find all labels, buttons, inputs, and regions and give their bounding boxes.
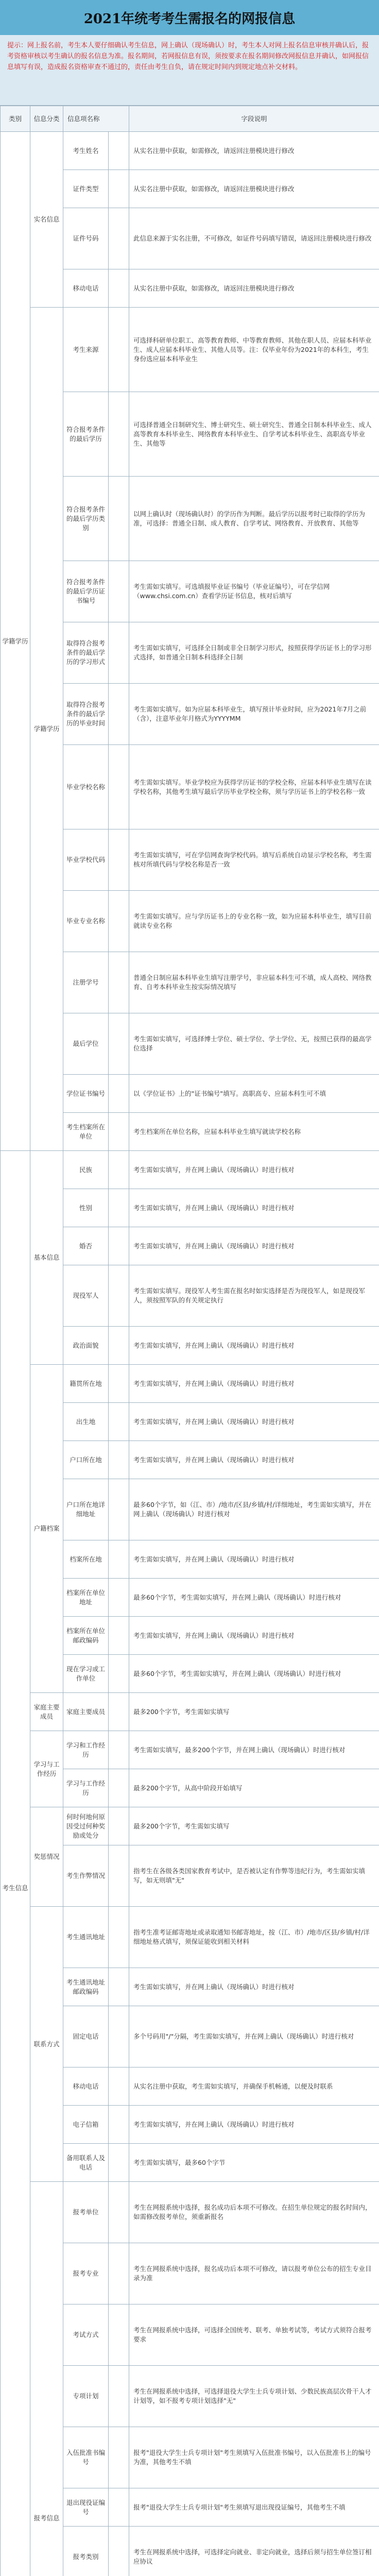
blank-cell: [109, 561, 129, 622]
blank-cell: [109, 1013, 129, 1075]
item-name-cell: 档案所在单位地址: [63, 1579, 109, 1617]
blank-cell: [109, 1769, 129, 1807]
item-name-cell: 毕业学校代码: [63, 829, 109, 891]
item-name-cell: 符合报考条件的最后学历证书编号: [63, 561, 109, 622]
blank-cell: [109, 2144, 129, 2182]
item-name-cell: 注册学号: [63, 952, 109, 1013]
item-name-cell: 考生通讯地址邮政编码: [63, 1968, 109, 2006]
table-body: [1, 132, 379, 2576]
description-cell: 考生需如实填写。毕业学校应为获得学历证书的学校全称，应届本科毕业生填写在读学校名称，其他考生填写最后学历毕业学校全称，须与学历证书上的学校名称一致: [129, 745, 379, 829]
blank-cell: [109, 2182, 129, 2243]
blank-cell: [109, 2067, 129, 2106]
blank-cell: [109, 1617, 129, 1655]
description-cell: 最多200个字节，考生需如实填写: [129, 1693, 379, 1731]
blank-cell: [109, 1579, 129, 1617]
description-cell: 指考生准考证邮寄地址或录取通知书邮寄地址，按（江、市）/地市/区县/乡镇/村/详细地址格式填写，须保证能收到相关材料: [129, 1907, 379, 1968]
blank-cell: [109, 1845, 129, 1907]
item-name-cell: 现役军人: [63, 1265, 109, 1327]
item-name-cell: 学位证书编号: [63, 1075, 109, 1113]
table-row: [1, 1731, 379, 1769]
item-name-cell: 毕业专业名称: [63, 891, 109, 952]
description-cell: 考生需如实填写，并在网上确认（现场确认）时进行核对: [129, 1365, 379, 1403]
description-cell: 考生需如实填写，并在网上确认（现场确认）时进行核对: [129, 1227, 379, 1265]
subcategory-cell: 学籍学历: [30, 308, 63, 1151]
description-cell: 考生档案所在单位名称，应届本科毕业生填写就读学校名称: [129, 1113, 379, 1151]
table-header-row: [1, 106, 379, 132]
blank-cell: [109, 1403, 129, 1441]
description-cell: 考生需如实填写。现役军人考生需在报名时如实选择是否为现役军人，如是现役军人，须按照军队的有关规定执行: [129, 1265, 379, 1327]
blank-cell: [109, 132, 129, 170]
page-title: 2021年统考考生需报名的网报信息: [0, 0, 379, 35]
description-cell: 考生在网报系统中选择，可选择定向就业、非定向就业，选择后须与招生单位签订相应协议: [129, 2527, 379, 2576]
description-cell: 考生需如实填写，可在学信网查询学校代码。填写后系统自动显示学校名称，考生需核对所填代码与学校名称是否一致: [129, 829, 379, 891]
table-row: [1, 1907, 379, 1968]
subcategory-cell: 奖惩情况: [30, 1807, 63, 1907]
blank-cell: [109, 1327, 129, 1365]
item-name-cell: 档案所在地: [63, 1540, 109, 1579]
item-name-cell: 报考专业: [63, 2243, 109, 2304]
subcategory-cell: 报考信息: [30, 2182, 63, 2576]
header-item-name: 信息项名称: [63, 106, 129, 132]
item-name-cell: 专项计划: [63, 2366, 109, 2427]
description-cell: 考生在网报系统中选择，可选择全国统考、联考、单独考试等，考试方式须符合报考要求: [129, 2304, 379, 2366]
description-cell: 最多60个字节，考生需如实填写，并在网上确认（现场确认）时进行核对: [129, 1655, 379, 1693]
item-name-cell: 学习和工作经历: [63, 1731, 109, 1769]
description-cell: 以《学位证书》上的"证书编号"填写。高职高专、应届本科生可不填: [129, 1075, 379, 1113]
description-cell: 考生在网报系统中选择，报名成功后本项不可修改。在招生单位规定的报名时间内，如需修改报考单位，须重新报名: [129, 2182, 379, 2243]
blank-cell: [109, 1731, 129, 1769]
description-cell: 考生需如实填写，并在网上确认（现场确认）时进行核对: [129, 1151, 379, 1189]
description-cell: 报考"退役大学生士兵专项计划"考生须填写退出现役证编号，其他考生不填: [129, 2488, 379, 2527]
blank-cell: [109, 1655, 129, 1693]
item-name-cell: 考试方式: [63, 2304, 109, 2366]
description-cell: 多个号码用"/"分隔，考生需如实填写，并在网上确认（现场确认）时进行核对: [129, 2006, 379, 2067]
description-cell: 考生需如实填写，并在网上确认（现场确认）时进行核对: [129, 1403, 379, 1441]
subcategory-cell: 基本信息: [30, 1151, 63, 1365]
item-name-cell: 符合报考条件的最后学历类别: [63, 477, 109, 561]
subcategory-cell: 户籍档案: [30, 1365, 63, 1693]
blank-cell: [109, 684, 129, 745]
blank-cell: [109, 2106, 129, 2144]
subcategory-cell: 实名信息: [30, 132, 63, 308]
description-cell: 考生需如实填写，并在网上确认（现场确认）时进行核对: [129, 1617, 379, 1655]
table-row: [1, 1807, 379, 1845]
description-cell: 考生需如实填写，并在网上确认（现场确认）时进行核对: [129, 1189, 379, 1227]
notice-text: 提示：网上报名前，考生本人要仔细确认考生信息，网上确认（现场确认）时，考生本人对网上报名信息审核并确认后，报考资格审核以考生确认的报名信息为准。报名期间，若网报信息有误，须按要求在报名期间修改网报信息并确认，如网报信息填写有误，造成报名资格审查不通过的，责任由考生自负，请在规定时间内到规定地点补交材料。: [0, 35, 379, 106]
description-cell: 考生需如实填写，并在网上确认（现场确认）时进行核对: [129, 1540, 379, 1579]
description-cell: 可选择普通全日制研究生、博士研究生、硕士研究生、普通全日制本科毕业生、成人高等教育本科毕业生、网络教育本科毕业生、自学考试本科毕业生、高职高专毕业生、其他等: [129, 392, 379, 477]
description-cell: 考生需如实填写，最多200个字节，并在网上确认（现场确认）时进行核对: [129, 1731, 379, 1769]
item-name-cell: 毕业学校名称: [63, 745, 109, 829]
blank-cell: [109, 622, 129, 684]
table-row: [1, 1151, 379, 1189]
blank-cell: [109, 745, 129, 829]
blank-cell: [109, 2243, 129, 2304]
blank-cell: [109, 2488, 129, 2527]
item-name-cell: 取得符合报考条件的最后学历的毕业时间: [63, 684, 109, 745]
item-name-cell: 移动电话: [63, 269, 109, 308]
description-cell: 考生在网报系统中选择，可选择退役大学生士兵专项计划、少数民族高层次骨干人才计划等，如不报考专项计划选择"无": [129, 2366, 379, 2427]
item-name-cell: 考生来源: [63, 308, 109, 392]
item-name-cell: 考生档案所在单位: [63, 1113, 109, 1151]
blank-cell: [109, 1907, 129, 1968]
item-name-cell: 备用联系人及电话: [63, 2144, 109, 2182]
blank-cell: [109, 829, 129, 891]
blank-cell: [109, 1365, 129, 1403]
item-name-cell: 最后学位: [63, 1013, 109, 1075]
description-cell: 最多200个字节，考生需如实填写: [129, 1807, 379, 1845]
blank-cell: [109, 1075, 129, 1113]
description-cell: 以网上确认时（现场确认时）的学历作为判断。最后学历以报考时已取得的学历为准，可选择：普通全日制、成人教育、自学考试、网络教育、开放教育、其他等: [129, 477, 379, 561]
description-cell: 指考生在各级各类国家教育考试中，是否被认定有作弊等违纪行为，考生需如实填写，如无则填"无": [129, 1845, 379, 1907]
description-cell: 从实名注册中获取，如需修改，请返回注册模块进行修改: [129, 269, 379, 308]
blank-cell: [109, 1693, 129, 1731]
description-cell: 此信息来源于实名注册，不可修改，如证件号码填写错误，请返回注册模块进行修改: [129, 208, 379, 269]
info-table: [0, 106, 379, 2576]
blank-cell: [109, 2366, 129, 2427]
item-name-cell: 报考单位: [63, 2182, 109, 2243]
category-cell: 学籍学历: [1, 132, 30, 1151]
description-cell: 考生需如实填写，并在网上确认（现场确认）时进行核对: [129, 1968, 379, 2006]
description-cell: 考生需如实填写，可选择全日制或非全日制学习形式，按照获得学历证书上的学习形式选择，如普通全日制本科选择全日制: [129, 622, 379, 684]
blank-cell: [109, 392, 129, 477]
blank-cell: [109, 1540, 129, 1579]
category-cell: 考生信息: [1, 1151, 30, 2576]
blank-cell: [109, 208, 129, 269]
item-name-cell: 考生姓名: [63, 132, 109, 170]
header-category: 类别: [1, 106, 30, 132]
item-name-cell: 现在学习或工作单位: [63, 1655, 109, 1693]
item-name-cell: 民族: [63, 1151, 109, 1189]
item-name-cell: 考生通讯地址: [63, 1907, 109, 1968]
item-name-cell: 政治面貌: [63, 1327, 109, 1365]
blank-cell: [109, 952, 129, 1013]
blank-cell: [109, 1227, 129, 1265]
description-cell: 最多200个字节，从高中阶段开始填写: [129, 1769, 379, 1807]
blank-cell: [109, 2304, 129, 2366]
blank-cell: [109, 1265, 129, 1327]
item-name-cell: 学习与工作经历: [63, 1769, 109, 1807]
item-name-cell: 出生地: [63, 1403, 109, 1441]
blank-cell: [109, 1113, 129, 1151]
item-name-cell: 性别: [63, 1189, 109, 1227]
table-row: [1, 132, 379, 170]
item-name-cell: 证件类型: [63, 170, 109, 208]
item-name-cell: 档案所在单位邮政编码: [63, 1617, 109, 1655]
description-cell: 考生需如实填写，并在网上确认（现场确认）时进行核对: [129, 2106, 379, 2144]
blank-cell: [109, 308, 129, 392]
blank-cell: [109, 1807, 129, 1845]
description-cell: 从实名注册中获取，如需修改，请返回注册模块进行修改: [129, 170, 379, 208]
header-subcategory: 信息分类: [30, 106, 63, 132]
item-name-cell: 退出现役证编号: [63, 2488, 109, 2527]
description-cell: 考生需如实填写，并在网上确认（现场确认）时进行核对: [129, 1327, 379, 1365]
blank-cell: [109, 1968, 129, 2006]
description-cell: 考生需如实填写，最多60个字节: [129, 2144, 379, 2182]
header-description: 字段说明: [129, 106, 379, 132]
subcategory-cell: 家庭主要成员: [30, 1693, 63, 1731]
description-cell: 考生需如实填写。如为应届本科毕业生，填写预计毕业时间，应为2021年7月之前（含），注意毕业年月格式为YYYYMM: [129, 684, 379, 745]
item-name-cell: 入伍批准书编号: [63, 2427, 109, 2488]
subcategory-cell: 学习与工作经历: [30, 1731, 63, 1807]
description-cell: 可选择科研单位职工、高等教育教师、中等教育教师、其他在职人员、应届本科毕业生、成人应届本科毕业生、其他人员等。注：仅毕业年份为2021年的本科生，考生身份选应届本科毕业生: [129, 308, 379, 392]
description-cell: 考生需如实填写。可选填报毕业证书编号（毕业证编号），可在学信网（www.chsi.com.cn）查看学历证书信息，核对后填写: [129, 561, 379, 622]
description-cell: 从实名注册中获取，如需修改，请返回注册模块进行修改: [129, 132, 379, 170]
blank-cell: [109, 2427, 129, 2488]
item-name-cell: 符合报考条件的最后学历: [63, 392, 109, 477]
subcategory-cell: 联系方式: [30, 1907, 63, 2182]
blank-cell: [109, 2006, 129, 2067]
table-row: [1, 1693, 379, 1731]
blank-cell: [109, 2527, 129, 2576]
table-row: [1, 308, 379, 392]
description-cell: 考生需如实填写。应与学历证书上的专业名称一致，如为应届本科毕业生，填写目前就读专业名称: [129, 891, 379, 952]
item-name-cell: 婚否: [63, 1227, 109, 1265]
blank-cell: [109, 170, 129, 208]
item-name-cell: 移动电话: [63, 2067, 109, 2106]
item-name-cell: 证件号码: [63, 208, 109, 269]
item-name-cell: 籍贯所在地: [63, 1365, 109, 1403]
item-name-cell: 何时何地何原因受过何种奖励或处分: [63, 1807, 109, 1845]
blank-cell: [109, 1189, 129, 1227]
table-row: [1, 1365, 379, 1403]
item-name-cell: 户口所在地详细地址: [63, 1479, 109, 1540]
description-cell: 最多60个字节，如（江、市）/地市/区县/乡镇/村/详细地址，考生需如实填写，并在网上确认（现场确认）时进行核对: [129, 1479, 379, 1540]
item-name-cell: 户口所在地: [63, 1441, 109, 1479]
blank-cell: [109, 1441, 129, 1479]
blank-cell: [109, 477, 129, 561]
description-cell: 考生在网报系统中选择，报名成功后本项不可修改，请以报考单位公布的招生专业目录为准: [129, 2243, 379, 2304]
item-name-cell: 固定电话: [63, 2006, 109, 2067]
blank-cell: [109, 1151, 129, 1189]
description-cell: 普通全日制应届本科毕业生填写注册学号，非应届本科生可不填，成人高校、网络教育、自考本科毕业生按实际情况填写: [129, 952, 379, 1013]
item-name-cell: 电子信箱: [63, 2106, 109, 2144]
item-name-cell: 考生作弊情况: [63, 1845, 109, 1907]
description-cell: 考生需如实填写，并在网上确认（现场确认）时进行核对: [129, 1441, 379, 1479]
description-cell: 从实名注册中获取，考生需如实填写，并确保手机畅通，以便及时联系: [129, 2067, 379, 2106]
item-name-cell: 报考类别: [63, 2527, 109, 2576]
table-row: [1, 2182, 379, 2243]
description-cell: 报考"退役大学生士兵专项计划"考生须填写入伍批准书编号，以入伍批准书上的编号为准，其他考生不填: [129, 2427, 379, 2488]
item-name-cell: 家庭主要成员: [63, 1693, 109, 1731]
blank-cell: [109, 891, 129, 952]
item-name-cell: 取得符合报考条件的最后学历的学习形式: [63, 622, 109, 684]
description-cell: 考生需如实填写，可选择博士学位、硕士学位、学士学位、无，按照已获得的最高学位选择: [129, 1013, 379, 1075]
blank-cell: [109, 269, 129, 308]
blank-cell: [109, 1479, 129, 1540]
description-cell: 最多60个字节，考生需如实填写，并在网上确认（现场确认）时进行核对: [129, 1579, 379, 1617]
